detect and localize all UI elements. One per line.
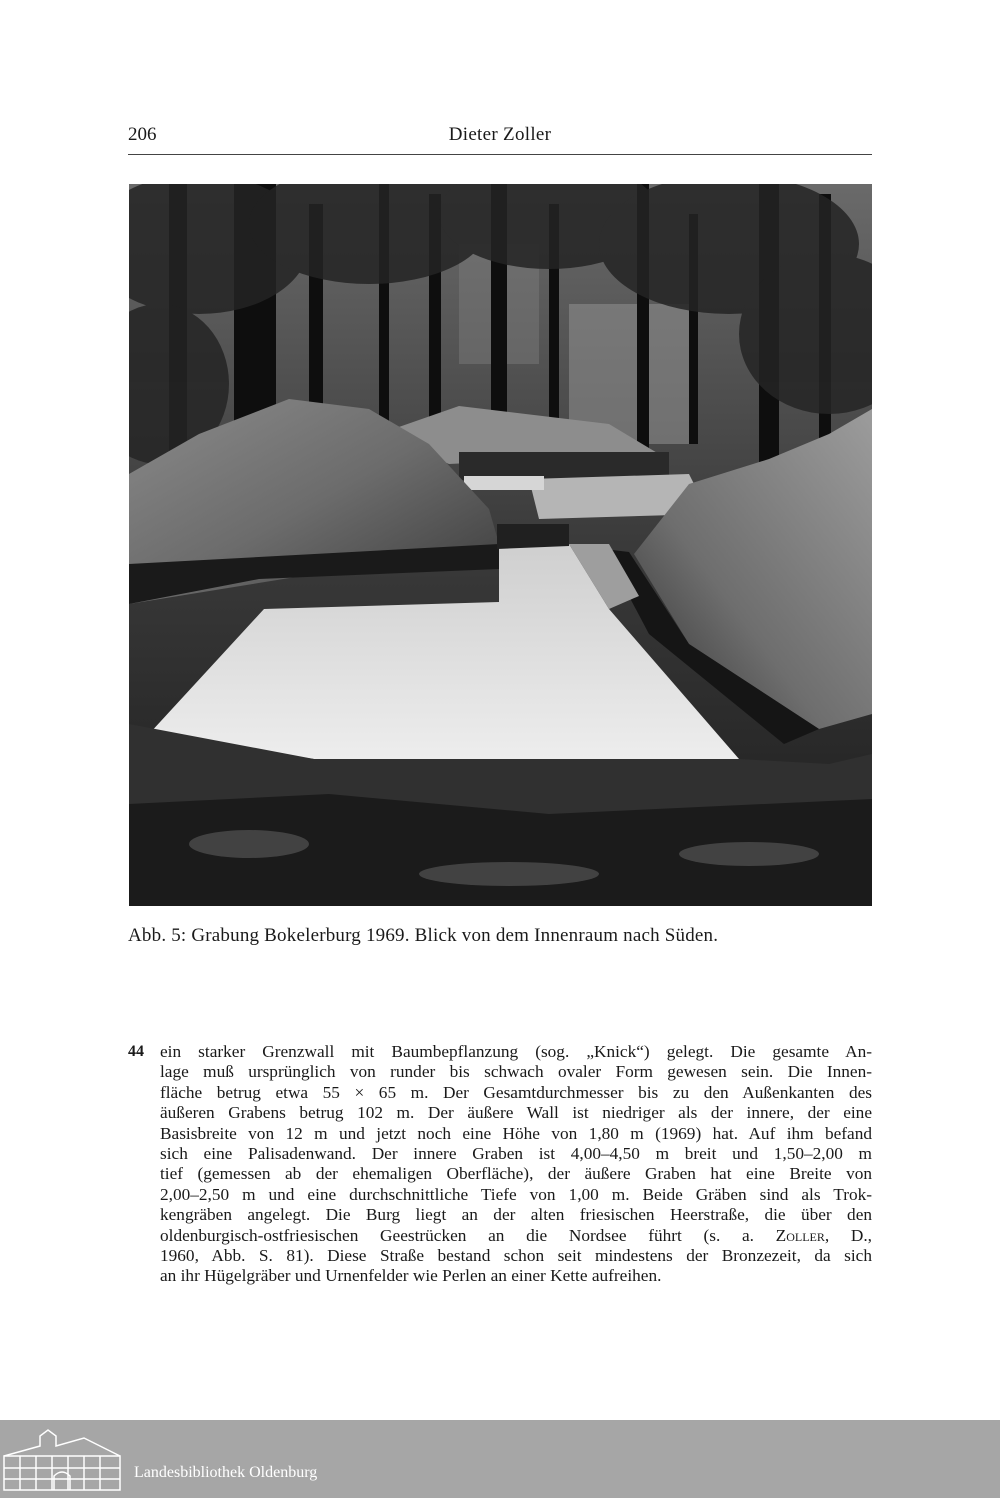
library-name: Landesbibliothek Oldenburg: [134, 1464, 318, 1481]
library-footer: [0, 1420, 1000, 1498]
text-line-segment: oldenburgisch-ostfriesischen Geestrücken an die Nordsee führt (s. a.: [160, 1225, 776, 1245]
page-header: [128, 124, 872, 154]
text-line: 2,00–2,50 m und eine durchschnittliche Tiefe von 1,00 m. Beide Gräben sind als Trok-: [160, 1184, 872, 1204]
paragraph-marker: 44: [128, 1043, 144, 1060]
paragraph-text: [160, 1042, 872, 1287]
excavation-photo: [129, 184, 872, 906]
text-line: tief (gemessen ab der ehemaligen Oberfläche), der äußere Graben hat eine Breite von: [160, 1164, 872, 1184]
text-line-with-citation: [160, 1226, 872, 1246]
header-rule: [128, 154, 872, 155]
text-line: sich eine Palisadenwand. Der innere Graben ist 4,00–4,50 m breit und 1,50–2,00 m: [160, 1144, 872, 1164]
text-line: kengräben angelegt. Die Burg liegt an der alten friesischen Heerstraße, die über den: [160, 1205, 872, 1225]
text-line: Basisbreite von 12 m und jetzt noch eine Höhe von 1,80 m (1969) hat. Auf ihm befand: [160, 1123, 872, 1143]
page-number: 206: [128, 124, 157, 145]
citation-author: Zoller: [775, 1225, 825, 1245]
citation-suffix: , D.,: [824, 1225, 873, 1245]
text-line: 1960, Abb. S. 81). Diese Straße bestand schon seit mindestens der Bronzezeit, da sich: [160, 1246, 872, 1266]
text-line: an ihr Hügelgräber und Urnenfelder wie Perlen an einer Kette aufreihen.: [160, 1266, 662, 1286]
text-line: fläche betrug etwa 55 × 65 m. Der Gesamtdurchmesser bis zu den Außenkanten des: [160, 1082, 872, 1102]
library-building-logo-icon: [0, 1426, 124, 1492]
text-line: lage muß ursprünglich von runder bis schwach ovaler Form gewesen sein. Die Innen-: [160, 1062, 872, 1082]
text-line: ein starker Grenzwall mit Baumbepflanzung (sog. „Knick“) gelegt. Die gesamte An-: [160, 1042, 872, 1061]
text-line: äußeren Grabens betrug 102 m. Der äußere Wall ist niedriger als der innere, der eine: [160, 1103, 872, 1123]
figure-caption: Abb. 5: Grabung Bokelerburg 1969. Blick von dem Innenraum nach Süden.: [128, 925, 719, 946]
running-head: Dieter Zoller: [448, 124, 552, 145]
excavation-photo-illustration: [129, 184, 872, 906]
